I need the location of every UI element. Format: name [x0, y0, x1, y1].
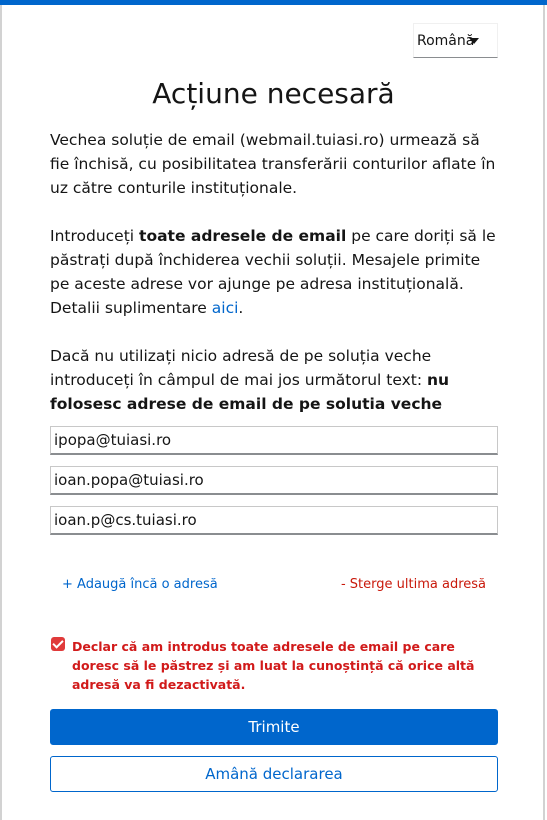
- instructions-middle: pe care doriți să le păstrați după închiderea vechii soluții. Mesajele primite pe aceste adrese vor ajunge pe adresa instituțională. Detalii suplimentare: [50, 227, 496, 317]
- no-address-note: [50, 344, 500, 416]
- email-field-1[interactable]: [50, 426, 498, 455]
- language-select[interactable]: [413, 23, 498, 58]
- email-field-2[interactable]: [50, 466, 498, 495]
- submit-button[interactable]: Trimite: [50, 709, 498, 745]
- postpone-button[interactable]: Amână declararea: [50, 756, 498, 792]
- instructions-text: [50, 224, 500, 320]
- chevron-down-icon: [469, 38, 479, 44]
- instructions-prefix: Introduceți: [50, 227, 140, 245]
- instructions-suffix: .: [238, 299, 244, 317]
- instructions-bold: toate adresele de email: [139, 227, 347, 245]
- intro-text: Vechea soluție de email (webmail.tuiasi.ro) urmează să fie închisă, cu posibilitatea transferării conturilor aflate în uz către conturile instituționale.: [50, 131, 496, 197]
- declaration-text: Declar că am introdus toate adresele de email pe care doresc să le păstrez și am luat la cunoștință că orice altă adresă va fi dezactivată.: [72, 639, 475, 692]
- no-address-note-bold: nu folosesc adrese de email de pe solutia veche: [50, 371, 450, 413]
- details-link[interactable]: aici: [211, 299, 239, 317]
- no-address-note-prefix: Dacă nu utilizați nicio adresă de pe soluția veche introduceți în câmpul de mai jos următorul text:: [50, 347, 432, 389]
- add-address-button[interactable]: + Adaugă încă o adresă: [62, 575, 218, 595]
- declaration-checkbox[interactable]: [51, 637, 65, 651]
- remove-last-address-button[interactable]: - Sterge ultima adresă: [341, 575, 486, 595]
- email-field-3[interactable]: [50, 506, 498, 535]
- page-title: Acțiune necesară: [152, 77, 395, 110]
- language-select-value: Română: [417, 33, 475, 49]
